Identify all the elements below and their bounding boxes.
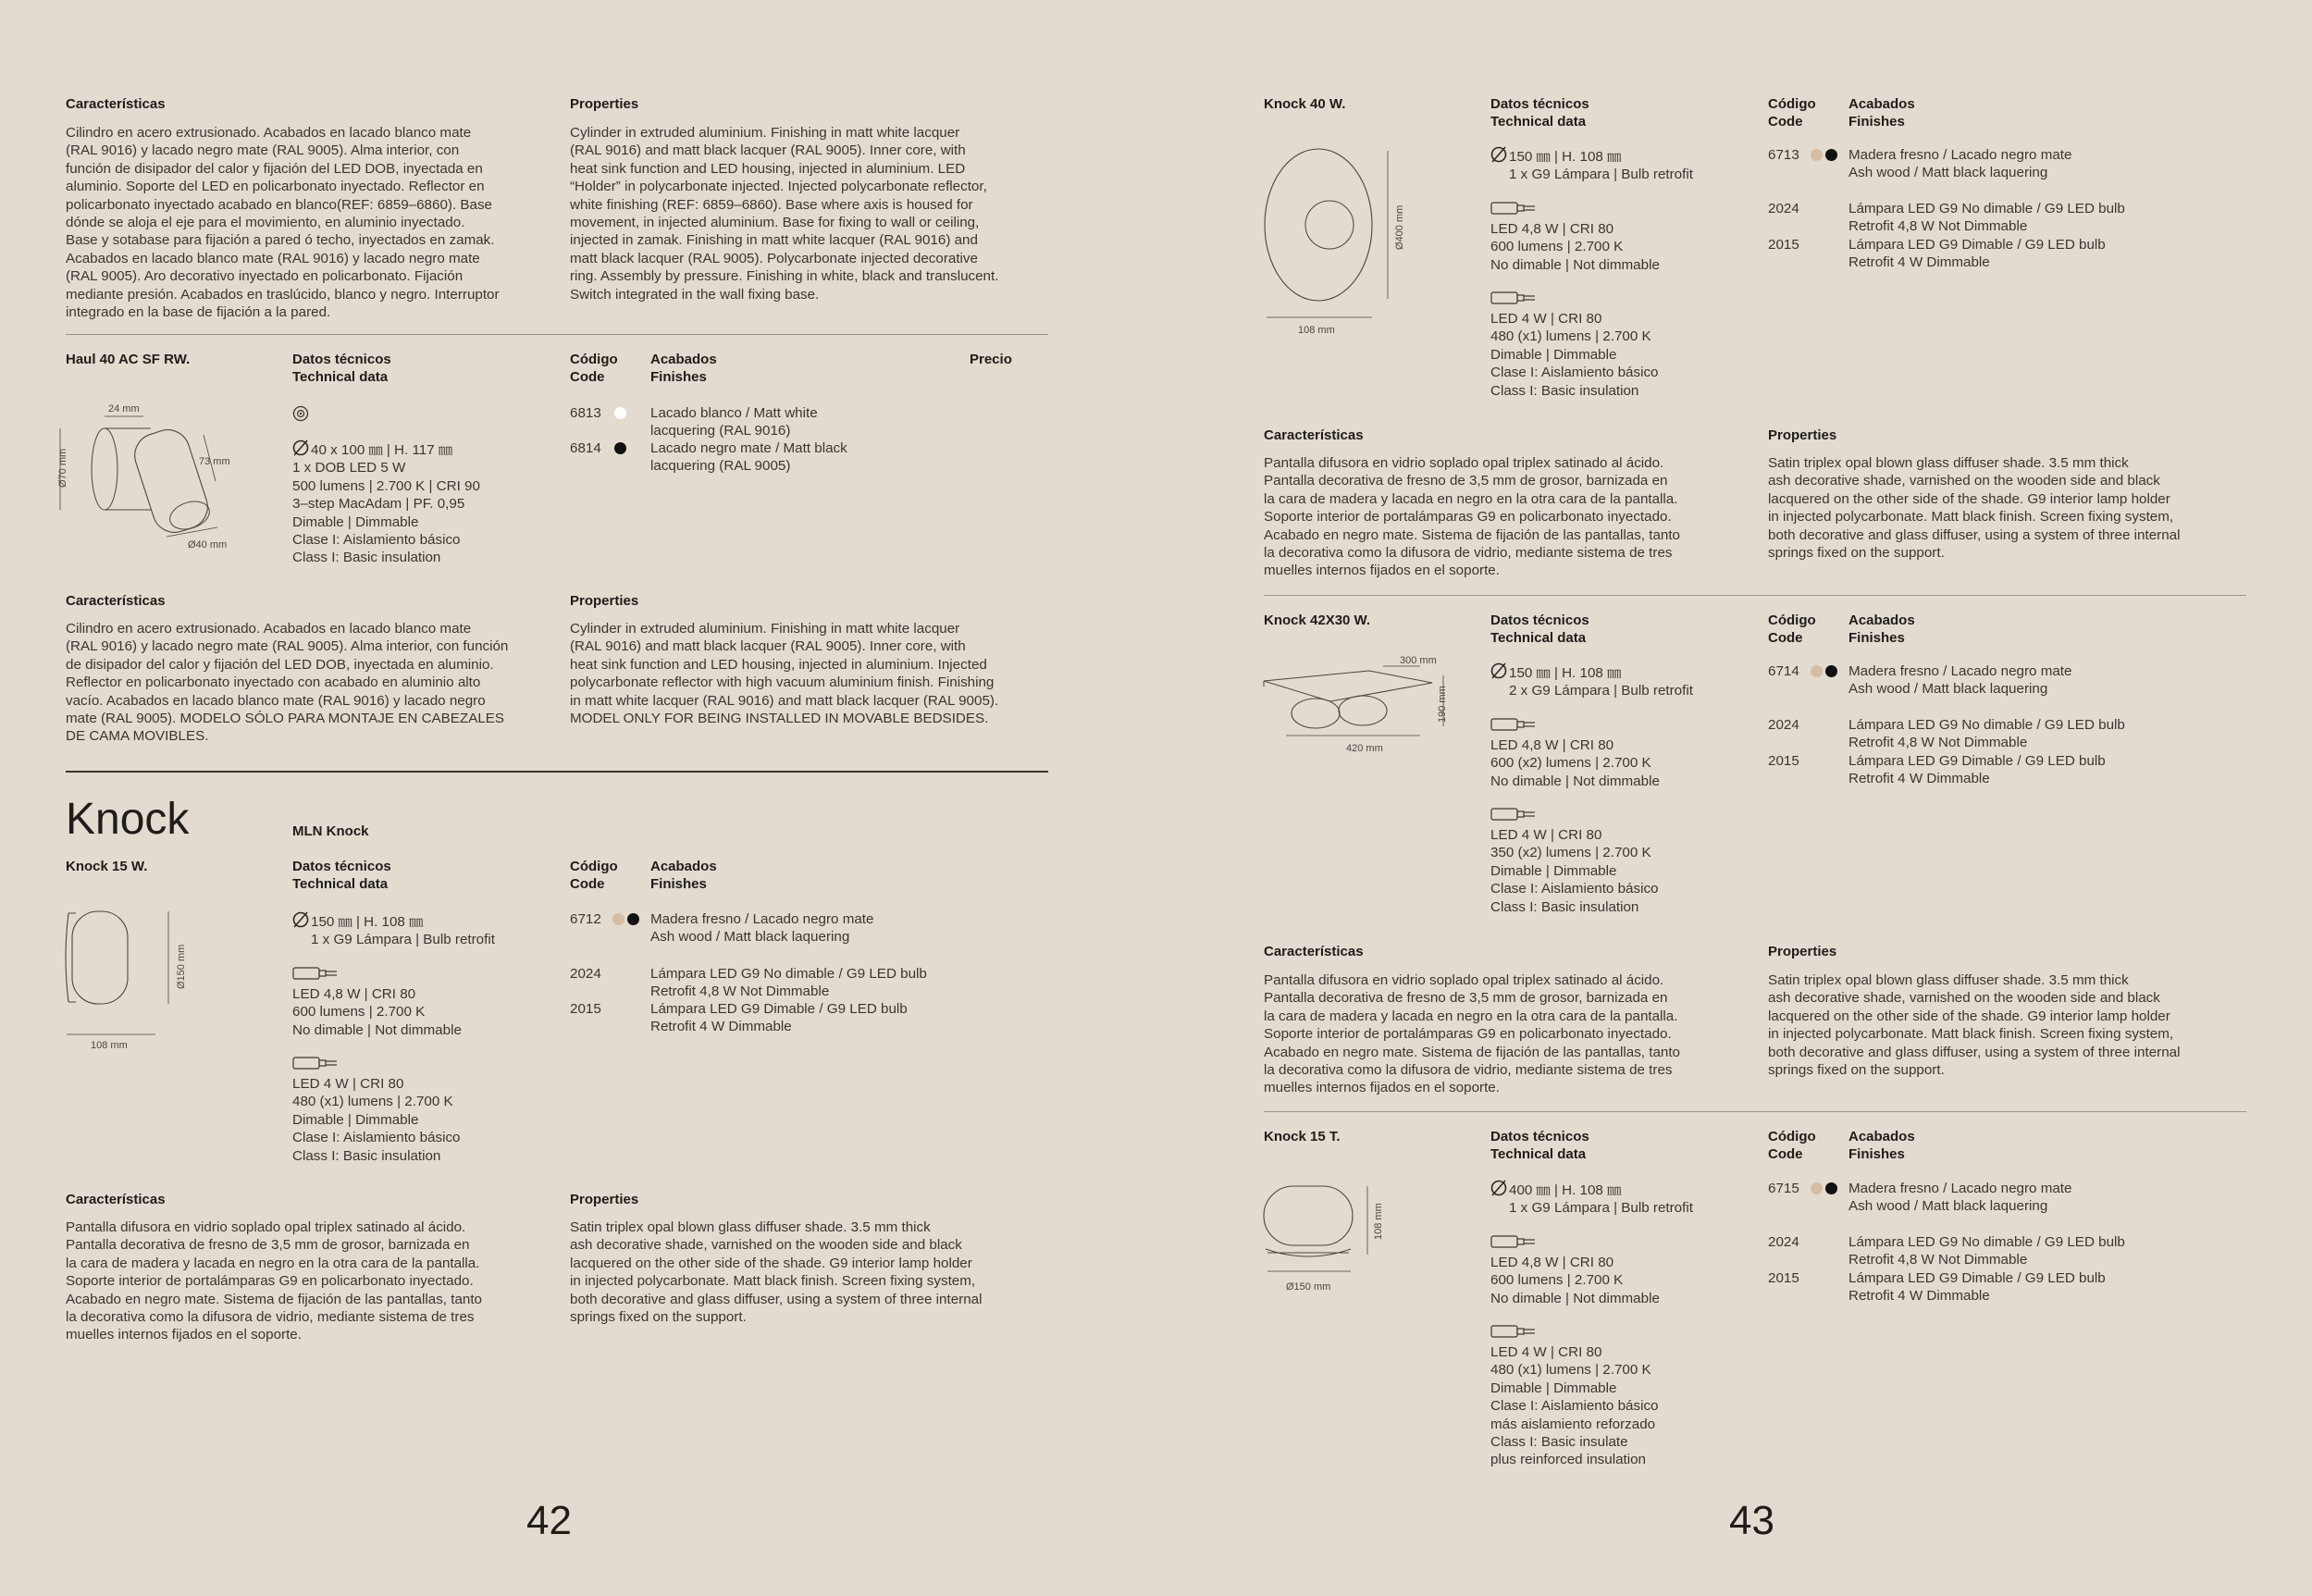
page-number-right: 43: [1729, 1498, 1774, 1543]
page-number-left: 42: [526, 1498, 572, 1543]
dim-height: 108 mm: [1373, 1203, 1384, 1240]
knock42-desc-en: Satin triplex opal blown glass diffuser shade. 3.5 mm thick ash decorative shade, varnished on the wooden side and black lacquered on the other side of the shade. G9 interior lamp holder in injected polycarbonate. Matt black finish. Screen fixing system, both decorative and glass diffuser, using a system of three internal springs fixed on the support.: [1768, 972, 2181, 1079]
code-6715: 6715: [1768, 1181, 1799, 1196]
ash-finish-swatch: [612, 913, 624, 925]
dim-height: Ø150 mm: [176, 944, 187, 989]
year-2024: 2024: [1768, 201, 1799, 217]
knock42-led2: LED 4 W | CRI 80 350 (x2) lumens | 2.700 K Dimable | Dimmable Clase I: Aislamiento básico Class I: Basic insulation: [1490, 827, 1659, 915]
knock42-desc-es: Pantalla difusora en vidrio soplado opal triplex satinado al ácido. Pantalla decorativa de fresno de 3,5 mm de grosor, barnizada en la cara de madera y lacada en negro en la otra cara de la pantalla. Soporte interior de portalámparas G9 en policarbonato inyectado. Acabado en negro mate. Sistema de fijación de las pantallas, tanto la decorativa como la difusora de vidrio, mediante sistema de tres muelles internos fijados en el soporte.: [1264, 972, 1681, 1096]
precio-label: Precio: [970, 352, 1012, 367]
bulb-2015: Lámpara LED G9 Dimable / G9 LED bulb Retrofit 4 W Dimmable: [1848, 1270, 2106, 1305]
dim-height: 190 mm: [1437, 686, 1448, 723]
code-6714: 6714: [1768, 663, 1799, 679]
knock42-finish: Madera fresno / Lacado negro mate Ash wood / Matt black laquering: [1848, 663, 2072, 698]
product-name-knock15t: Knock 15 T.: [1264, 1129, 1341, 1144]
datos-label: Datos técnicos: [1490, 96, 1589, 112]
technical-label: Technical data: [292, 369, 389, 385]
haul-desc-es: Cilindro en acero extrusionado. Acabados en lacado blanco mate (RAL 9016) y lacado negro mate (RAL 9005). Alma interior, con función de disipador del calor y fijación del LED DOB, inyectada en aluminio. Reflector en policarbonato inyectado con acabado en aluminio alto vacío. Acabados en lacado blanco mate (RAL 9016) y lacado negro mate (RAL 9005). MODELO SÓLO PARA MONTAJE EN CABEZALES DE CAMA MOVIBLES.: [66, 621, 509, 745]
knock40w-size: 150 ㎜ | H. 108 ㎜ 1 x G9 Lámpara | Bulb retrofit: [1509, 149, 1693, 183]
technical-label: Technical data: [292, 876, 389, 892]
acabados-label: Acabados: [1848, 1129, 1915, 1144]
year-2015: 2015: [570, 1001, 601, 1017]
knock15w-desc-en: Satin triplex opal blown glass diffuser shade. 3.5 mm thick ash decorative shade, varnished on the wooden side and black lacquered on the other side of the shade. G9 interior lamp holder in injected polycarbonate. Matt black finish. Screen fixing system, both decorative and glass diffuser, using a system of three internal springs fixed on the support.: [570, 1219, 983, 1326]
year-2024: 2024: [1768, 717, 1799, 733]
acabados-label: Acabados: [650, 352, 717, 367]
code-label: Code: [570, 369, 605, 385]
black-finish-swatch: [614, 442, 626, 454]
datos-label: Datos técnicos: [292, 352, 391, 367]
year-2024: 2024: [1768, 1234, 1799, 1250]
bulb-2015: Lámpara LED G9 Dimable / G9 LED bulb Retrofit 4 W Dimmable: [650, 1001, 908, 1035]
bulb-2024: Lámpara LED G9 No dimable / G9 LED bulb Retrofit 4,8 W Not Dimmable: [650, 966, 927, 1000]
code-label: Code: [1768, 1146, 1803, 1162]
finishes-label: Finishes: [650, 876, 707, 892]
haul-code-row-1: [570, 404, 626, 422]
code-label: Code: [1768, 114, 1803, 130]
bulb-2015: Lámpara LED G9 Dimable / G9 LED bulb Retrofit 4 W Dimmable: [1848, 753, 2106, 787]
product-name-knock42: Knock 42X30 W.: [1264, 612, 1371, 628]
diameter-icon: [1490, 145, 1508, 164]
code-6712: 6712: [570, 911, 601, 927]
product-name-knock15w: Knock 15 W.: [66, 859, 148, 874]
section-divider: [66, 771, 1048, 773]
knock15w-size: 150 ㎜ | H. 108 ㎜ 1 x G9 Lámpara | Bulb retrofit: [311, 914, 495, 948]
knock15t-size: 400 ㎜ | H. 108 ㎜ 1 x G9 Lámpara | Bulb retrofit: [1509, 1182, 1693, 1217]
dim-width: Ø150 mm: [1286, 1281, 1331, 1293]
knock15w-technical-drawing: [56, 902, 194, 1055]
heading-caracteristicas: Características: [1264, 944, 1364, 959]
product-name-knock40w: Knock 40 W.: [1264, 96, 1346, 112]
white-finish-swatch: [614, 407, 626, 419]
haul-technical-drawing: [51, 393, 254, 555]
acabados-label: Acabados: [1848, 612, 1915, 628]
datos-label: Datos técnicos: [292, 859, 391, 874]
haul-finish-2: Lacado negro mate / Matt black lacquering (RAL 9005): [650, 440, 847, 475]
heading-caracteristicas: Características: [66, 593, 166, 609]
top-desc-es: Cilindro en acero extrusionado. Acabados en lacado blanco mate (RAL 9016) y lacado negro mate (RAL 9005). Alma interior, con función de disipador del calor y fijación del LED DOB, inyectada en aluminio. Soporte del LED en policarbonato inyectado. Reflector en policarbonato inyectado acabado en blanco(REF: 6859–6860). Base dónde se aloja el eje para el movimiento, en aluminio inyectado. Base y sotabase para fijación a pared ó techo, inyectados en zamak. Acabados en lacado blanco mate (RAL 9016) y lacado negro mate (RAL 9005). Aro decorativo inyectado en policarbonato. Fijación mediante presión. Acabados en traslúcido, blanco y negro. Interruptor integrado en la base de fijación a la pared.: [66, 125, 500, 321]
datos-label: Datos técnicos: [1490, 612, 1589, 628]
black-finish-swatch: [1825, 149, 1837, 161]
codigo-label: Código: [1768, 1129, 1816, 1144]
technical-label: Technical data: [1490, 1146, 1587, 1162]
dim-width: 108 mm: [91, 1040, 128, 1051]
product-name-haul: Haul 40 AC SF RW.: [66, 352, 191, 367]
knock15w-desc-es: Pantalla difusora en vidrio soplado opal triplex satinado al ácido. Pantalla decorativa de fresno de 3,5 mm de grosor, barnizada en la cara de madera y lacada en negro en la otra cara de la pantalla. Soporte interior de portalámparas G9 en policarbonato inyectado. Acabado en negro mate. Sistema de fijación de las pantallas, tanto la decorativa como la difusora de vidrio, mediante sistema de tres muelles internos fijados en el soporte.: [66, 1219, 483, 1343]
dim-width: 420 mm: [1346, 743, 1383, 754]
led-bulb-icon: [1490, 1234, 1539, 1249]
bulb-2024: Lámpara LED G9 No dimable / G9 LED bulb Retrofit 4,8 W Not Dimmable: [1848, 717, 2125, 751]
heading-caracteristicas: Características: [66, 96, 166, 112]
dim-height: Ø70 mm: [57, 448, 68, 488]
knock40w-led2: LED 4 W | CRI 80 480 (x1) lumens | 2.700 K Dimable | Dimmable Clase I: Aislamiento básico Class I: Basic insulation: [1490, 311, 1659, 399]
diameter-icon: [291, 910, 310, 929]
led-bulb-icon: [1490, 1324, 1539, 1339]
technical-label: Technical data: [1490, 114, 1587, 130]
heading-caracteristicas: Características: [66, 1192, 166, 1207]
knock40w-desc-en: Satin triplex opal blown glass diffuser shade. 3.5 mm thick ash decorative shade, varnished on the wooden side and black lacquered on the other side of the shade. G9 interior lamp holder in injected polycarbonate. Matt black finish. Screen fixing system, both decorative and glass diffuser, using a system of three internal springs fixed on the support.: [1768, 455, 2181, 562]
ash-finish-swatch: [1811, 149, 1823, 161]
led-bulb-icon: [1490, 291, 1539, 305]
haul-specs-first: 40 x 100 ㎜ | H. 117 ㎜: [311, 442, 453, 458]
top-desc-en: Cylinder in extruded aluminium. Finishing in matt white lacquer (RAL 9016) and matt black lacquer (RAL 9005). Inner core, with heat sink function and LED housing, injected in aluminium. LED “Holder” in polycarbonate injected. Injected polycarbonate reflector, white finishing (REF: 6859–6860). Base where axis is housed for movement, in injected aluminium. Base for fixing to wall or ceiling, injected in zamak. Finishing in matt white lacquer (RAL 9016) and matt black lacquer (RAL 9005). Polycarbonate injected decorative ring. Assembly by pressure. Finishing in white, black and translucent. Switch integrated in the wall fixing base.: [570, 125, 999, 303]
heading-properties: Properties: [1768, 944, 1837, 959]
knock40w-code-row: [1768, 146, 1837, 164]
year-2015: 2015: [1768, 1270, 1799, 1286]
knock42-size: 150 ㎜ | H. 108 ㎜ 2 x G9 Lámpara | Bulb retrofit: [1509, 665, 1693, 699]
dob-led-icon: [291, 404, 310, 423]
knock42-technical-drawing: [1258, 648, 1457, 759]
led-bulb-icon: [1490, 201, 1539, 216]
knock15t-finish: Madera fresno / Lacado negro mate Ash wood / Matt black laquering: [1848, 1181, 2072, 1215]
finishes-label: Finishes: [1848, 114, 1905, 130]
section-title: Knock: [66, 795, 190, 844]
dim-side: 73 mm: [199, 456, 230, 467]
black-finish-swatch: [1825, 1182, 1837, 1194]
year-2015: 2015: [1768, 753, 1799, 769]
knock15t-led2: LED 4 W | CRI 80 480 (x1) lumens | 2.700 K Dimable | Dimmable Clase I: Aislamiento básico más aislamiento reforzado Class I: Basic insulate plus reinforced insulation: [1490, 1344, 1659, 1468]
knock40w-desc-es: Pantalla difusora en vidrio soplado opal triplex satinado al ácido. Pantalla decorativa de fresno de 3,5 mm de grosor, barnizada en la cara de madera y lacada en negro en la otra cara de la pantalla. Soporte interior de portalámparas G9 en policarbonato inyectado. Acabado en negro mate. Sistema de fijación de las pantallas, tanto la decorativa como la difusora de vidrio, mediante sistema de tres muelles internos fijados en el soporte.: [1264, 455, 1681, 579]
divider: [66, 334, 1048, 335]
code-6713: 6713: [1768, 147, 1799, 163]
technical-label: Technical data: [1490, 630, 1587, 646]
knock40w-led1: LED 4,8 W | CRI 80 600 lumens | 2.700 K No dimable | Not dimmable: [1490, 221, 1660, 273]
codigo-label: Código: [570, 859, 618, 874]
heading-properties: Properties: [1768, 427, 1837, 443]
codigo-label: Código: [1768, 612, 1816, 628]
code-label: Code: [570, 876, 605, 892]
knock42-led1: LED 4,8 W | CRI 80 600 (x2) lumens | 2.700 K No dimable | Not dimmable: [1490, 737, 1660, 789]
haul-specs: 1 x DOB LED 5 W 500 lumens | 2.700 K | CRI 90 3–step MacAdam | PF. 0,95 Dimable | Dimmable Clase I: Aislamiento básico Class I: Basic insulation: [292, 460, 480, 566]
heading-caracteristicas: Características: [1264, 427, 1364, 443]
diameter-icon: [1490, 1179, 1508, 1197]
haul-desc-en: Cylinder in extruded aluminium. Finishing in matt white lacquer (RAL 9016) and matt black lacquer (RAL 9005). Inner core, with heat sink function and LED housing, injected in aluminium. Injected polycarbonate reflector with high vacuum aluminium finish. Finishing in matt white lacquer (RAL 9016) and matt black lacquer (RAL 9005). MODEL ONLY FOR BEING INSTALLED IN MOVABLE BEDSIDES.: [570, 621, 999, 727]
haul-code-row-2: [570, 439, 626, 457]
knock15t-led1: LED 4,8 W | CRI 80 600 lumens | 2.700 K No dimable | Not dimmable: [1490, 1255, 1660, 1306]
code-6813: 6813: [570, 405, 601, 421]
finishes-label: Finishes: [650, 369, 707, 385]
acabados-label: Acabados: [1848, 96, 1915, 112]
datos-label: Datos técnicos: [1490, 1129, 1589, 1144]
knock15w-led1: LED 4,8 W | CRI 80 600 lumens | 2.700 K No dimable | Not dimmable: [292, 986, 462, 1038]
heading-properties: Properties: [570, 593, 639, 609]
ash-finish-swatch: [1811, 1182, 1823, 1194]
ash-finish-swatch: [1811, 665, 1823, 677]
dim-height: Ø400 mm: [1394, 204, 1405, 250]
heading-properties: Properties: [570, 96, 639, 112]
year-2015: 2015: [1768, 237, 1799, 253]
led-bulb-icon: [1490, 807, 1539, 822]
acabados-label: Acabados: [650, 859, 717, 874]
code-6814: 6814: [570, 440, 601, 456]
bulb-2015: Lámpara LED G9 Dimable / G9 LED bulb Retrofit 4 W Dimmable: [1848, 237, 2106, 271]
diameter-icon: [1490, 662, 1508, 680]
dim-top: 24 mm: [108, 403, 140, 414]
dim-top: 300 mm: [1400, 655, 1437, 666]
knock15w-led2: LED 4 W | CRI 80 480 (x1) lumens | 2.700 K Dimable | Dimmable Clase I: Aislamiento básico Class I: Basic insulation: [292, 1076, 461, 1164]
bulb-2024: Lámpara LED G9 No dimable / G9 LED bulb Retrofit 4,8 W Not Dimmable: [1848, 1234, 2125, 1268]
bulb-2024: Lámpara LED G9 No dimable / G9 LED bulb Retrofit 4,8 W Not Dimmable: [1848, 201, 2125, 235]
knock42-code-row: [1768, 662, 1837, 680]
led-bulb-icon: [292, 1056, 340, 1070]
section-subtitle: MLN Knock: [292, 823, 369, 839]
black-finish-swatch: [627, 913, 639, 925]
finishes-label: Finishes: [1848, 1146, 1905, 1162]
knock15w-finish: Madera fresno / Lacado negro mate Ash wood / Matt black laquering: [650, 911, 874, 946]
finishes-label: Finishes: [1848, 630, 1905, 646]
knock40w-finish: Madera fresno / Lacado negro mate Ash wood / Matt black laquering: [1848, 147, 2072, 181]
divider: [1264, 1111, 2246, 1112]
black-finish-swatch: [1825, 665, 1837, 677]
haul-finish-1: Lacado blanco / Matt white lacquering (RAL 9016): [650, 405, 818, 439]
dim-base: Ø40 mm: [188, 539, 228, 551]
divider: [1264, 595, 2246, 596]
knock15t-code-row: [1768, 1180, 1837, 1197]
led-bulb-icon: [1490, 717, 1539, 732]
knock15t-technical-drawing: [1258, 1175, 1397, 1295]
led-bulb-icon: [292, 966, 340, 981]
knock40w-technical-drawing: [1254, 139, 1420, 342]
dim-width: 108 mm: [1298, 325, 1335, 336]
codigo-label: Código: [570, 352, 618, 367]
year-2024: 2024: [570, 966, 601, 982]
knock15w-code-row: [570, 910, 639, 928]
code-label: Code: [1768, 630, 1803, 646]
codigo-label: Código: [1768, 96, 1816, 112]
heading-properties: Properties: [570, 1192, 639, 1207]
